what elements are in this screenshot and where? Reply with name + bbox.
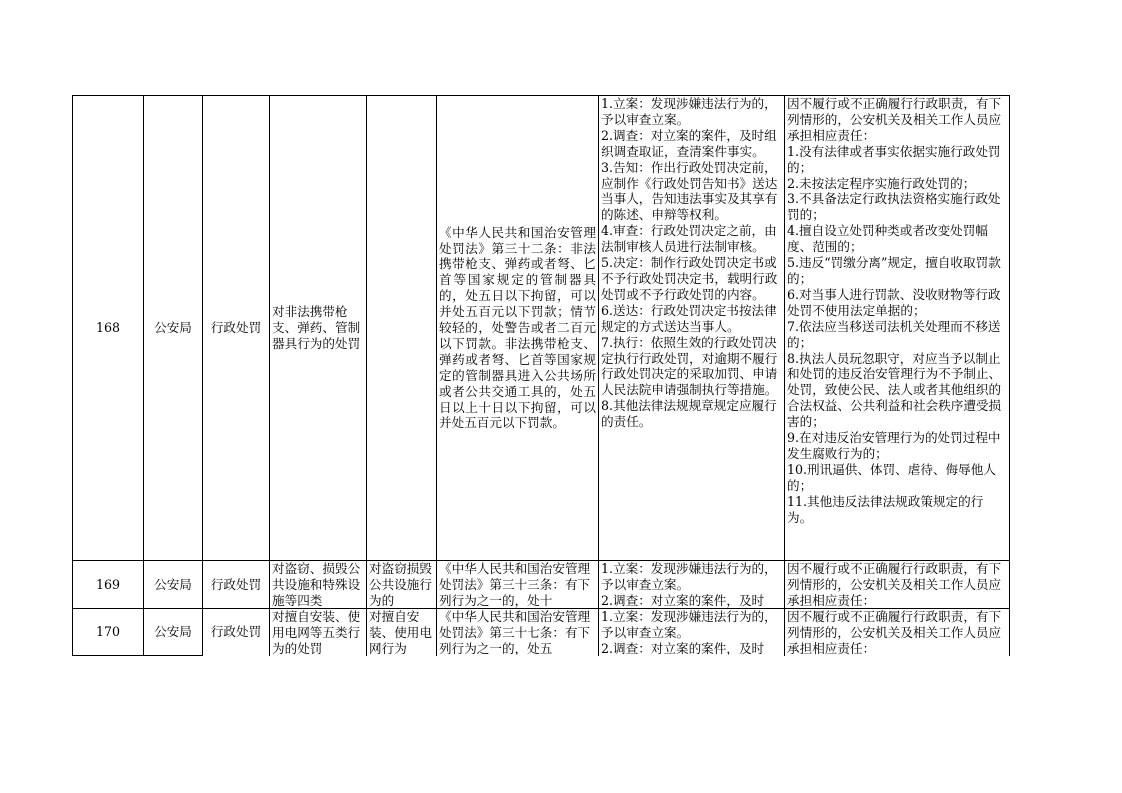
- power-list-table: [72, 95, 1010, 656]
- liability-cell: [785, 561, 1010, 609]
- power-name-text: 对擅自安装、使用电网等五类行为的处罚: [272, 609, 361, 655]
- power-name-cell: [270, 561, 367, 609]
- department-cell: 公安局: [144, 609, 203, 656]
- legal-basis-text: 《中华人民共和国治安管理处罚法》第三十七条：有下列行为之一的，处五: [439, 609, 591, 655]
- power-type-cell: 行政处罚: [203, 561, 270, 609]
- sub-item-cell: [367, 609, 437, 656]
- power-type-cell: 行政处罚: [203, 609, 270, 656]
- responsibility-text: 1.立案：发现涉嫌违法行为的，予以审查立案。 2.调查：对立案的案件，及时: [601, 561, 777, 608]
- sub-item-text: 对盗窃损毁公共设施行为的: [369, 561, 432, 608]
- legal-basis-text: 《中华人民共和国治安管理处罚法》第三十三条：有下列行为之一的，处十: [439, 561, 591, 608]
- table-row: [73, 96, 1010, 561]
- legal-basis-cell: [437, 609, 599, 656]
- sub-item-cell: [367, 96, 437, 561]
- spreadsheet-page: [72, 95, 1010, 656]
- liability-cell: [785, 609, 1010, 656]
- department-cell: 公安局: [144, 96, 203, 561]
- row-number: 170: [73, 609, 144, 656]
- responsibility-cell: [599, 561, 785, 609]
- power-name-cell: 对非法携带枪支、弹药、管制器具行为的处罚: [270, 96, 367, 561]
- row-number: 168: [73, 96, 144, 561]
- legal-basis-cell: [437, 561, 599, 609]
- responsibility-cell: 1.立案：发现涉嫌违法行为的，予以审查立案。 2.调查：对立案的案件，及时组织调查取证，查清案件事实。 3.告知：作出行政处罚决定前，应制作《行政处罚告知书》送达当事人，告知违法事实及其享有的陈述、申辩等权利。 4.审查：行政处罚决定之前，由法制审核人员进行法制审核。 5.决定：制作行政处罚决定书或不予行政处罚决定书，载明行政处罚或不予行政处罚的内容。 6.送达：行政处罚决定书按法律规定的方式送达当事人。 7.执行：依照生效的行政处罚决定执行行政处罚，对逾期不履行行政处罚决定的采取加罚、申请人民法院申请强制执行等措施。 8.其他法律法规规章规定应履行的责任。: [599, 96, 785, 561]
- sub-item-cell: [367, 561, 437, 609]
- liability-cell: 因不履行或不正确履行行政职责，有下列情形的，公安机关及相关工作人员应承担相应责任： 1.没有法律或者事实依据实施行政处罚的； 2.未按法定程序实施行政处罚的； 3.不具备法定行政执法资格实施行政处罚的； 4.擅自设立处罚种类或者改变处罚幅度、范围的； 5.违反“罚缴分离”规定，擅自收取罚款的； 6.对当事人进行罚款、没收财物等行政处罚不使用法定单据的； 7.依法应当移送司法机关处理而不移送的； 8.执法人员玩忽职守，对应当予以制止和处罚的违反治安管理行为不予制止、处罚，致使公民、法人或者其他组织的合法权益、公共利益和社会秩序遭受损害的； 9.在对违反治安管理行为的处罚过程中发生腐败行为的； 10.刑讯逼供、体罚、虐待、侮辱他人的； 11.其他违反法律法规政策规定的行为。: [785, 96, 1010, 561]
- liability-text: 因不履行或不正确履行行政职责，有下列情形的，公安机关及相关工作人员应承担相应责任：: [787, 609, 1002, 655]
- responsibility-cell: [599, 609, 785, 656]
- legal-basis-cell: 《中华人民共和国治安管理处罚法》第三十二条：非法携带枪支、弹药或者弩、匕首等国家规定的管制器具的，处五日以下拘留，可以并处五百元以下罚款；情节较轻的，处警告或者二百元以下罚款。非法携带枪支、弹药或者弩、匕首等国家规定的管制器具进入公共场所或者公共交通工具的，处五日以上十日以下拘留，可以并处五百元以下罚款。: [437, 96, 599, 561]
- power-name-text: 对盗窃、损毁公共设施和特殊设施等四类: [272, 561, 361, 608]
- power-name-cell: [270, 609, 367, 656]
- power-type-cell: 行政处罚: [203, 96, 270, 561]
- responsibility-text: 1.立案：发现涉嫌违法行为的，予以审查立案。 2.调查：对立案的案件，及时: [601, 609, 777, 655]
- table-row: [73, 609, 1010, 656]
- sub-item-text: 对擅自安装、使用电网行为: [369, 609, 432, 655]
- table-row: [73, 561, 1010, 609]
- department-cell: 公安局: [144, 561, 203, 609]
- liability-text: 因不履行或不正确履行行政职责，有下列情形的，公安机关及相关工作人员应承担相应责任：: [787, 561, 1002, 608]
- row-number: 169: [73, 561, 144, 609]
